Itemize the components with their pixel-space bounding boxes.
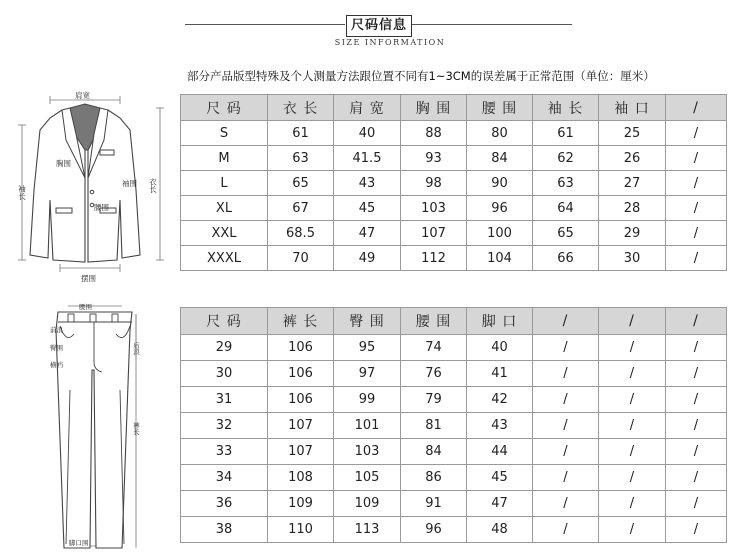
table-cell: XL — [181, 196, 268, 221]
header-cell: 腰 围 — [401, 308, 467, 335]
table-cell: 66 — [533, 246, 599, 271]
table-cell: 63 — [268, 146, 334, 171]
table-cell: 96 — [467, 196, 533, 221]
table-cell: / — [599, 387, 666, 413]
table-cell: 107 — [401, 221, 467, 246]
table-cell: 103 — [401, 196, 467, 221]
table-cell: 40 — [334, 121, 401, 146]
table-cell: / — [533, 361, 599, 387]
table-cell: 41.5 — [334, 146, 401, 171]
table-cell: 109 — [334, 491, 401, 517]
table-cell: 80 — [467, 121, 533, 146]
pants-label-thigh: 横裆 — [50, 361, 63, 369]
table-cell: / — [533, 439, 599, 465]
table-cell: / — [666, 413, 727, 439]
jacket-diagram — [10, 90, 170, 290]
table-row — [181, 517, 727, 543]
pants-size-table — [180, 307, 727, 543]
table-cell: 76 — [401, 361, 467, 387]
table-cell: 36 — [181, 491, 268, 517]
table-row — [181, 387, 727, 413]
header-cell: 尺 码 — [181, 95, 268, 121]
table-cell: 44 — [467, 439, 533, 465]
table-row — [181, 413, 727, 439]
pants-diagram — [40, 300, 150, 552]
table-cell: 96 — [401, 517, 467, 543]
table-cell: 86 — [401, 465, 467, 491]
table-cell: / — [666, 439, 727, 465]
table-row — [181, 361, 727, 387]
table-cell: / — [666, 335, 727, 361]
table-row — [181, 246, 727, 271]
header-cell: 胸 围 — [401, 95, 467, 121]
table-cell: 95 — [334, 335, 401, 361]
pants-label-waist: 腰围 — [79, 303, 92, 311]
header-title: 尺码信息 — [346, 15, 412, 37]
table-cell: 112 — [401, 246, 467, 271]
table-row — [181, 491, 727, 517]
table-cell: 105 — [334, 465, 401, 491]
table-row — [181, 439, 727, 465]
table-cell: 108 — [268, 465, 334, 491]
table-cell: 29 — [181, 335, 268, 361]
table-cell: / — [666, 387, 727, 413]
table-cell: 41 — [467, 361, 533, 387]
pants-label-hip: 臀围 — [50, 344, 63, 352]
pants-label-leg-opening: 脚口围 — [69, 539, 89, 547]
table-cell: 106 — [268, 387, 334, 413]
table-cell: 90 — [467, 171, 533, 196]
table-cell: 49 — [334, 246, 401, 271]
table-cell: 32 — [181, 413, 268, 439]
table-cell: 28 — [599, 196, 666, 221]
table-cell: / — [599, 361, 666, 387]
table-cell: 93 — [401, 146, 467, 171]
table-cell: L — [181, 171, 268, 196]
table-cell: 113 — [334, 517, 401, 543]
table-cell: / — [666, 491, 727, 517]
header-cell: 脚 口 — [467, 308, 533, 335]
table-cell: / — [533, 491, 599, 517]
table-cell: 31 — [181, 387, 268, 413]
table-cell: 106 — [268, 361, 334, 387]
table-cell: / — [666, 246, 727, 271]
table-cell: 61 — [533, 121, 599, 146]
table-cell: 64 — [533, 196, 599, 221]
table-cell: / — [599, 439, 666, 465]
table-cell: 70 — [268, 246, 334, 271]
table-cell: / — [599, 335, 666, 361]
table-cell: 88 — [401, 121, 467, 146]
table-cell: 101 — [334, 413, 401, 439]
table-cell: / — [599, 517, 666, 543]
jacket-label-shoulder: 肩宽 — [75, 91, 90, 100]
table-cell: 100 — [467, 221, 533, 246]
table-cell: / — [666, 196, 727, 221]
table-cell: / — [666, 171, 727, 196]
table-cell: 107 — [268, 413, 334, 439]
table-row — [181, 121, 727, 146]
table-cell: 47 — [334, 221, 401, 246]
header-cell: 肩 宽 — [334, 95, 401, 121]
table-cell: 38 — [181, 517, 268, 543]
jacket-label-length: 衣长 — [148, 178, 158, 193]
table-cell: 29 — [599, 221, 666, 246]
table-cell: 61 — [268, 121, 334, 146]
table-cell: 74 — [401, 335, 467, 361]
table-cell: XXXL — [181, 246, 268, 271]
table-cell: 68.5 — [268, 221, 334, 246]
jacket-label-waist: 腰围 — [94, 203, 109, 212]
table-cell: / — [599, 465, 666, 491]
table-cell: XXL — [181, 221, 268, 246]
header-cell: / — [533, 308, 599, 335]
table-cell: 30 — [181, 361, 268, 387]
table-cell: 30 — [599, 246, 666, 271]
table-cell: 47 — [467, 491, 533, 517]
jacket-size-table — [180, 94, 727, 271]
table-cell: / — [666, 361, 727, 387]
table-cell: / — [533, 517, 599, 543]
header-cell: 袖 长 — [533, 95, 599, 121]
header-cell: 腰 围 — [467, 95, 533, 121]
table-cell: / — [599, 413, 666, 439]
jacket-label-sleeve: 袖围 — [122, 179, 137, 188]
header-cell: / — [666, 95, 727, 121]
header-subtitle: SIZE INFORMATION — [334, 38, 446, 47]
table-cell: 65 — [268, 171, 334, 196]
table-cell: 34 — [181, 465, 268, 491]
table-cell: 65 — [533, 221, 599, 246]
table-cell: 84 — [401, 439, 467, 465]
header-line-right — [412, 24, 572, 25]
jacket-label-chest: 胸围 — [56, 159, 71, 168]
header-cell: 袖 口 — [599, 95, 666, 121]
table-cell: 45 — [334, 196, 401, 221]
table-cell: 97 — [334, 361, 401, 387]
table-cell: M — [181, 146, 268, 171]
measurement-note: 部分产品版型特殊及个人测量方法跟位置不同有1~3CM的误差属于正常范围（单位：厘米） — [187, 69, 655, 83]
table-cell: / — [666, 121, 727, 146]
table-cell: 48 — [467, 517, 533, 543]
table-cell: / — [666, 517, 727, 543]
jacket-label-hem: 摆围 — [81, 274, 96, 283]
header-cell: / — [599, 308, 666, 335]
header-cell: 尺 码 — [181, 308, 268, 335]
table-cell: 106 — [268, 335, 334, 361]
table-cell: 98 — [401, 171, 467, 196]
table-cell: 84 — [467, 146, 533, 171]
pants-label-length: 裤长 — [132, 422, 140, 435]
table-cell: 33 — [181, 439, 268, 465]
table-cell: 103 — [334, 439, 401, 465]
table-cell: / — [599, 491, 666, 517]
table-row — [181, 465, 727, 491]
table-cell: 27 — [599, 171, 666, 196]
pants-label-back-rise: 后浪 — [132, 342, 140, 355]
table-cell: / — [533, 413, 599, 439]
table-cell: 91 — [401, 491, 467, 517]
table-cell: 79 — [401, 387, 467, 413]
table-cell: 42 — [467, 387, 533, 413]
table-cell: 107 — [268, 439, 334, 465]
table-row — [181, 335, 727, 361]
table-cell: S — [181, 121, 268, 146]
table-cell: 43 — [334, 171, 401, 196]
header-cell: 裤 长 — [268, 308, 334, 335]
table-row — [181, 171, 727, 196]
table-cell: 62 — [533, 146, 599, 171]
table-cell: 81 — [401, 413, 467, 439]
table-cell: 40 — [467, 335, 533, 361]
table-cell: / — [533, 335, 599, 361]
table-cell: 110 — [268, 517, 334, 543]
table-cell: 67 — [268, 196, 334, 221]
table-cell: / — [666, 146, 727, 171]
table-cell: 109 — [268, 491, 334, 517]
table-cell: / — [533, 387, 599, 413]
table-cell: 43 — [467, 413, 533, 439]
jacket-label-sleeve-length: 袖长 — [17, 185, 27, 200]
header-cell: 衣 长 — [268, 95, 334, 121]
jacket-header-row — [181, 95, 727, 121]
table-cell: 63 — [533, 171, 599, 196]
table-cell: / — [666, 465, 727, 491]
table-cell: 26 — [599, 146, 666, 171]
table-row — [181, 196, 727, 221]
pants-header-row — [181, 308, 727, 335]
header-line-left — [185, 24, 345, 25]
table-cell: 104 — [467, 246, 533, 271]
table-cell: 25 — [599, 121, 666, 146]
header-cell: / — [666, 308, 727, 335]
table-cell: / — [533, 465, 599, 491]
header-cell: 臀 围 — [334, 308, 401, 335]
table-row — [181, 146, 727, 171]
table-cell: 45 — [467, 465, 533, 491]
pants-label-front-rise: 前浪 — [50, 326, 63, 334]
table-cell: 99 — [334, 387, 401, 413]
table-cell: / — [666, 221, 727, 246]
table-row — [181, 221, 727, 246]
